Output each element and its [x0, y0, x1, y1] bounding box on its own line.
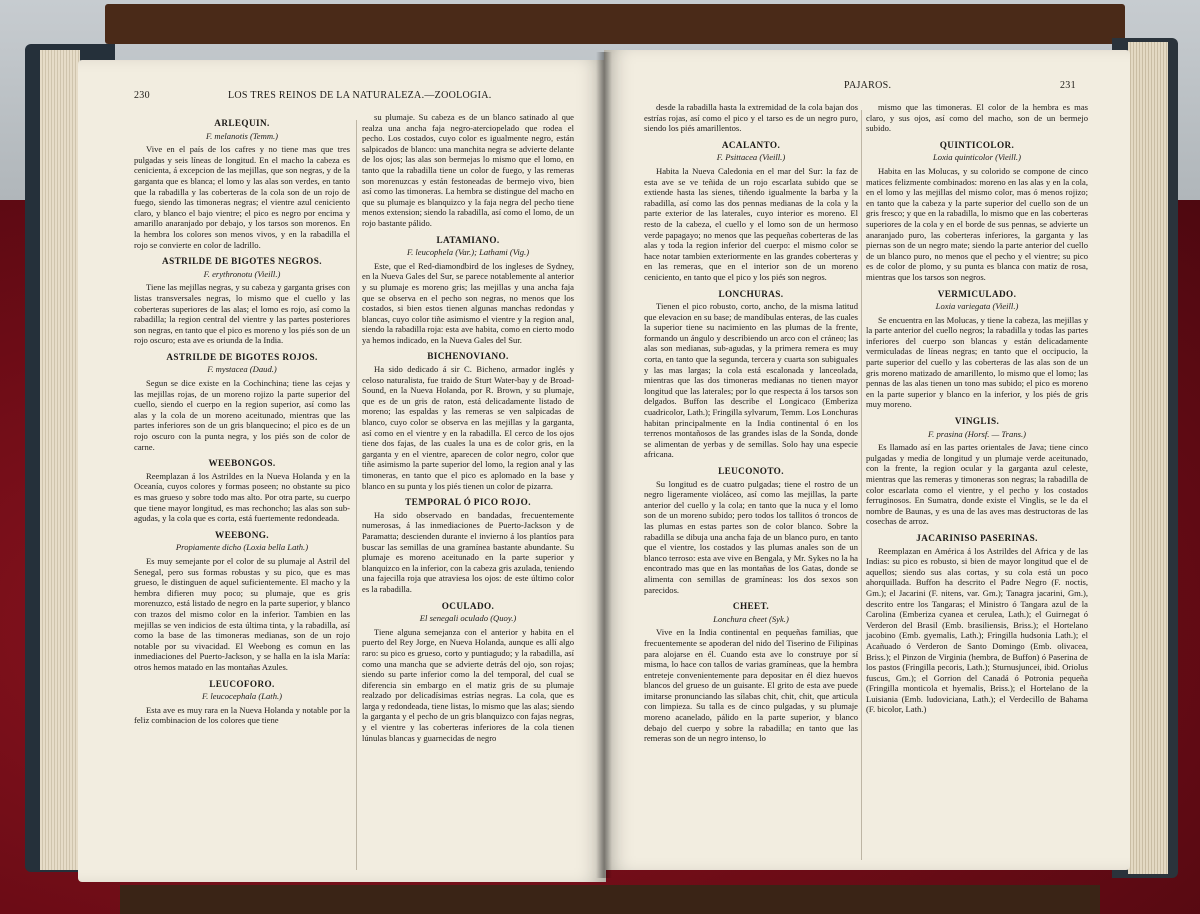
entry-text: Segun se dice existe en la Cochinchina; tiene las cejas y las mejillas rojas, de un moreno rojizo la parte superior del cuello, siendo el cuerpo en la region superior, así como las alas y la cola de un moreno aceitunado, mientras que las partes inferiores son de un gris blanquecino; el pico es de un rojo oscuro con la punta negra, y los piés son de color de carne. — [134, 378, 350, 452]
entry-heading: OCULADO. — [441, 600, 495, 611]
entry-heading: JACARINISO PASERINAS. — [916, 532, 1038, 543]
scientific-name: Lonchura cheet (Syk.) — [713, 613, 789, 624]
entry-text: su plumaje. Su cabeza es de un blanco satinado al que realza una ancha faja negro-aterciopelado que rodea el pecho. Los costados, cuyo color es igualmente negro, están salpicados de blanco: una manchita negra se advierte delante de los ojos; las alas son bermejas lo mismo que el lomo, en tanto que la rabadilla tiene un color de fuego, y las remeras son morenuzcas y están festoneadas de bermejo vivo, bien así como las timoneras. La hembra se distingue del macho en que su plumaje es blanquizco y la faja negra del pecho tiene menos extension; siendo la rabadilla, así como el lomo, de un rojo bastante pálido. — [362, 112, 574, 228]
entry-text: Este, que el Red-diamondbird de los ingleses de Sydney, en la Nueva Gales del Sur, se parece notablemente al anterior y su plumaje es moreno gris; las mejillas y una ancha faja que se observa en el pecho son negras, no menos que los costados, si bien estos tienen algunas manchas redondas y blancas, cuyo color tiñe asimismo el vientre y la region anal, siendo la rabadilla roja: esta ave habita, como en cierto modo ya hemos indicado, en la Nueva Gales del Sur. — [362, 260, 574, 345]
scientific-name: El senegali oculado (Quoy.) — [419, 613, 517, 624]
entry-text: Esta ave es muy rara en la Nueva Holanda y notable por la feliz combinacion de los colores que tiene — [134, 704, 350, 726]
left-page — [78, 60, 606, 882]
entry-heading: LATAMIANO. — [436, 234, 500, 245]
entry-heading: ASTRILDE DE BIGOTES ROJOS. — [166, 351, 318, 362]
right-page-column-2 — [866, 102, 1088, 717]
entry-heading: CHEET. — [732, 601, 770, 612]
scientific-name: Loxia quinticolor (Vieill.) — [933, 152, 1021, 163]
entry-text: Se encuentra en las Molucas, y tiene la cabeza, las mejillas y la parte anterior del cuello negros; la rabadilla y todas las partes inferiores del cuerpo son blancas y están delicadamente vermiculadas de líneas negras; en tanto que el occipucio, la parte superior del cuello y las coberteras de las alas son de un gris moreno matizado de amarillento, lo mismo que el lomo; las pennas de las alas tienen un tono mas subido; el pico es moreno en la parte superior y blanco en la inferior, y los piés de gris muy moreno. — [866, 314, 1088, 410]
right-page-column-1 — [644, 102, 858, 746]
scientific-name: F. melanotis (Temm.) — [205, 130, 279, 141]
wooden-stand — [105, 4, 1125, 44]
entry-text: Ha sido observado en bandadas, frecuentemente numerosas, á las inmediaciones de Puerto-Jackson y de Paramatta; descienden durante el invierno á los plantíos para buscar las semillas de una gramínea bastante abundante. Su plumaje es moreno aceitunado en la parte superior y blanquizco en la inferior, con la cabeza gris azulada, teniendo una fajecilla roja que atraviesa los ojos: de este último color es la rabadilla. — [362, 509, 574, 594]
entry-heading: LONCHURAS. — [718, 288, 784, 299]
scientific-name: Loxia variegata (Vieill.) — [935, 301, 1019, 312]
entry-text: Su longitud es de cuatro pulgadas; tiene el rostro de un negro ligeramente violáceo, así como las mejillas, la parte anterior del cuello y la cola; en tanto que la nuca y el lomo son de un moreno subido; pero todos los tallitos ó troncos de las plumas en estas partes son de color blanco. Sobre la rabadilla se dibuja una ancha faja de un blanco puro, en tanto que el vientre, los costados y las plumas anales son de un blanco terroso: esta ave vive en Bengala, y Mr. Sykes no la ha encontrado mas que en las montañas de los Gatas, donde se alimenta con semillas de gramíneas: los dos sexos son parecidos. — [644, 478, 858, 595]
entry-text: Habita la Nueva Caledonia en el mar del Sur: la faz de esta ave se ve teñida de un rojo escarlata subido que se extiende hasta las sienes, tiñendo igualmente la barba y la rabadilla, así como las dos pennas medianas de la cola y la parte exterior de las laterales, cuyo interior es moreno. El resto de la cabeza, el cuello y el lomo son de un hermoso verde papagayo; no menos que las pequeñas coberteras de las alas y toda la region inferior del cuerpo: el mismo color se hace notar tambien exteriormente en las grandes coberteras y en las remeras, que en el interior son de un moreno ceniciento, en tanto que el pico y los piés son negros. — [644, 165, 858, 282]
entry-text: Es muy semejante por el color de su plumaje al Astril del Senegal, pero sus formas robustas y su pico, que es mas grueso, le distinguen de aquel suficientemente. El macho y la hembra difieren muy poco; su plumaje, que es gris morenuzco, está listado de negro en la parte superior, y blanco con trazos del mismo color en la inferior. Tambien en las mejillas se ven indicios de esta última tinta, y la rabadilla, así como la base de las timoneras medianas, son de un rojo notable por su vivacidad. El Weebong es comun en las inmediaciones del Puerto-Jackson, y se halla en la isla María: otros hemos matado en las montañas Azules. — [134, 555, 350, 672]
entry-text: Tiene las mejillas negras, y su cabeza y garganta grises con listas transversales negras, lo mismo que el cuello y las coberteras superiores de las alas; el lomo es rojo, así como la rabadilla; la region central del vientre y las partes posteriores son negras, en tanto que el pico es moreno y los piés son de un rojo oscuro; esta ave es oriunda de la India. — [134, 282, 350, 346]
entry-heading: QUINTICOLOR. — [939, 139, 1015, 150]
page-edges-left — [40, 50, 80, 870]
entry-text: Vive en la India continental en pequeñas familias, que frecuentemente se apoderan del nido del Tiserino de Filipinas para alojarse en él. Cuando esta ave lo construye por sí misma, lo hace con tallos de varias gramíneas, que la hembra entreteje convenientemente para depositar en él diez huevos blancos del grueso de un guisante. El grito de esta ave puede imitarse pronunciando las sílabas chit, chit, chit, que articula con limpieza. Su talla es de cinco pulgadas, y su plumaje moreno acanelado, pálido en la parte superior, y blanco debajo del cuerpo y sobre la rabadilla; en tanto que las remeras son de un negro intenso, lo — [644, 627, 858, 744]
entry-heading: TEMPORAL Ó PICO ROJO. — [405, 497, 531, 508]
right-page — [604, 50, 1130, 870]
entry-heading: VINGLIS. — [954, 416, 1000, 427]
entry-text: Es llamado así en las partes orientales de Java; tiene cinco pulgadas y media de longitud y un plumaje verde aceitunado, con la frente, la region ocular y la garganta azul celeste, mientras que las remeras y timoneras son negras; la rabadilla de color escarlata como el vientre, y el pecho y los costados ferruginosos. En Sumatra, donde existe el Vinglis, se le da el nombre de Baunas, y es una de las aves mas destructoras de las cosechas de arroz. — [866, 442, 1088, 527]
page-number-left: 230 — [134, 90, 150, 101]
entry-heading: VERMICULADO. — [937, 288, 1017, 299]
scientific-name: Propiamente dicho (Loxia bella Lath.) — [175, 542, 309, 553]
entry-heading: BICHENOVIANO. — [427, 351, 509, 362]
page-number-right: 231 — [1060, 80, 1076, 91]
entry-heading: LEUCOFORO. — [209, 678, 275, 689]
entry-heading: ACALANTO. — [721, 139, 781, 150]
scientific-name: F. Psittacea (Vieill.) — [716, 152, 786, 163]
entry-text: Tienen el pico robusto, corto, ancho, de la misma latitud que elevacion en su base; de mandíbulas enteras, de las cuales la superior tiene su nacimiento en las plumas de la frente, formando un ángulo y describiendo un arco con el cráneo; las alas son medianas, sub-agudas, y la primera remera es muy corta, en tanto que la segunda, tercera y cuarta son subiguales y las mas largas; la cola está escalonada y lanceolada, mientras que las dos timoneras medianas no tienen mayor longitud que las laterales; por lo que respecta á los tarsos son delgados. Buffon las describe el Longicaco (Emberiza cuadricolor, Lath.); Fringilla sylvarum, Temm. Los Lonchuras habitan principalmente en la India continental ó en los terrenos montañosos de las grandes islas de la Sonda, donde se alimentan de yerbas y de semillas. Solo hay una especie africana. — [644, 301, 858, 460]
left-page-column-1 — [134, 112, 350, 728]
column-rule-left — [356, 120, 357, 870]
entry-heading: LEUCONOTO. — [718, 466, 784, 476]
entry-text: Reemplazan á los Astrildes en la Nueva Holanda y en la Oceanía, cuyos colores y formas poseen; no obstante su pico es mas grueso y sobre todo mas alto. Por otra parte, su cuerpo que tiene mayor longitud, es mas rechoncho; las alas son sub-agudas, y la cola que es corta, está fuertemente redondeada. — [134, 470, 350, 524]
entry-heading: ARLEQUIN. — [214, 118, 270, 128]
column-rule-right — [861, 110, 862, 860]
entry-text: Tiene alguna semejanza con el anterior y habita en el puerto del Rey Jorge, en Nueva Holanda, aunque es allí algo raro: su pico es grueso, corto y puntiagudo; y la rabadilla, así como una mancha que se advierte detrás del ojo, son rojas; siendo su parte inferior como la del temporal, del cual se diferencia sin embargo en el matiz gris de su plumaje realzado por delicadísimas estrías negras. La cola, que es larga y redondeada, tiene listas, lo mismo que las alas; siendo la garganta y el pecho de un gris blanquizco con fajas negras, y el vientre y las coberteras inferiores de la cola tienen lúnulas blancas y guarnecidas de negro — [362, 626, 574, 743]
entry-text: Vive en el país de los cafres y no tiene mas que tres pulgadas y seis líneas de longitud. En el macho la cabeza es cenicienta, á excepcion de las mejillas, que son negras, y de la garganta que es blanca; el lomo y las alas son verdes, en tanto que la rabadilla y las coberteras de la cola son de un rojo de fuego, siendo las timoneras negras; el vientre azul ceniciento claro, y blanco el bajo vientre; el pico es negro por encima y amarillo anaranjado por debajo, y los tarsos son morenos. En la hembra los colores son menos vivos, y en la rabadilla el rojo se convierte en color de ladrillo. — [134, 144, 350, 250]
entry-text: mismo que las timoneras. El color de la hembra es mas claro, y sus ojos, así como del macho, son de un bermejo subido. — [866, 102, 1088, 134]
running-head-right: PAJAROS. — [844, 80, 892, 91]
scientific-name: F. leucocephala (Lath.) — [201, 691, 283, 702]
entry-text: Ha sido dedicado á sir C. Bicheno, armador inglés y celoso naturalista, fue traido de Sturt Water-bay y de Broad-Sound, en la Nueva Holanda, por R. Brown, y su plumaje, que es de un gris de raton, está delicadamente listado de moreno; las espaldas y las remeras se ven salpicadas de blanco, cuyo color se observa en las mejillas y la garganta, así como en el vientre y en la rabadilla. El cerco de los ojos tiene dos fajas, de las cuales la una es de color gris, en la garganta y en el vientre, aparecen de color negro, color que tiñe asimismo la parte superior del lomo, la region anal y las timoneras, en tanto que el pico es aplomado en la base y blanco en su punta y los piés tienen un color de pizarra. — [362, 364, 574, 491]
entry-text: Habita en las Molucas, y su colorido se compone de cinco matices felizmente combinados: moreno en las alas y en la cola, en el lomo y las mejillas del mismo color, mas ó menos rojizo; en tanto que la cabeza y la parte superior del cuello son de un gris fresco; y que en la rabadilla, lo mismo que en las coberteras superiores de la cola y en el borde de sus pennas, se advierte un anaranjado puro, las coberteras inferiores, la garganta y las piernas son de un negro mate; siendo la parte anterior del cuello de un blanco puro, no menos que el pecho y el vientre; su pico es de color de plomo, y su punta es blanca con matiz de rosa, mientras que los tarsos son negros. — [866, 165, 1088, 282]
scientific-name: F. mystacea (Daud.) — [207, 364, 277, 375]
scientific-name: F. erythronotu (Vieill.) — [203, 268, 281, 279]
running-head-left: LOS TRES REINOS DE LA NATURALEZA.—ZOOLOGIA. — [228, 90, 492, 101]
entry-heading: ASTRILDE DE BIGOTES NEGROS. — [162, 256, 322, 267]
scientific-name: F. leucophela (Var.); Lathami (Vig.) — [406, 247, 530, 258]
entry-text: desde la rabadilla hasta la extremidad de la cola bajan dos estrías rojas, así como el pico y el tarso es de un negro puro, siendo los piés amarillentos. — [644, 102, 858, 134]
left-page-column-2 — [362, 112, 574, 745]
entry-heading: WEEBONG. — [215, 529, 269, 540]
page-edges-right — [1128, 42, 1168, 874]
entry-heading: WEEBONGOS. — [208, 458, 276, 469]
wooden-base — [120, 885, 1100, 914]
scientific-name: F. prasina (Horsf. — Trans.) — [928, 428, 1026, 439]
book-gutter — [596, 52, 612, 878]
entry-text: Reemplazan en América á los Astrildes del Africa y de las Indias: su pico es robusto, si bien de mayor longitud que el de aquellos; siendo sus alas cortas, y su cola está un poco ahorquillada. Buffon ha descrito el Padre Negro (F. noctis, Gm.); el Jacarini (F. nitens, var. Gm.); Tanagra jacarini, Gm.), descrito entre los Tangaras; el Ministro ó Tangara azul de la Carolina (Emberiza cyanea et cerulea, Lath.); el Guirnegat ó Verderon del Brasil (Emb. brasiliensis, Briss.); el Hortelano jacobino (Emb. gyemalis, Lath.); Fringilla hudsonia Lath.); el Acañuado ó Verderon de Santo Domingo (Emb. olivacea, Briss.); el Pinzon de Virginia (hembra, de Buffon) ó Paserina de los pastos (Fringilla pecoris, Lath.); Sturnusjuncei, ibid. Oriolus fuscus, Gm.); el Gorrion del Canadá ó Potronia pequeña (Fringilla monticola et hyemalis, Briss.); el Hortelano de la Luisiania (Emb. ludoviciana, Lath.); el Verdecillo de Bahama (F. bicolor, Lath.) — [866, 545, 1088, 715]
